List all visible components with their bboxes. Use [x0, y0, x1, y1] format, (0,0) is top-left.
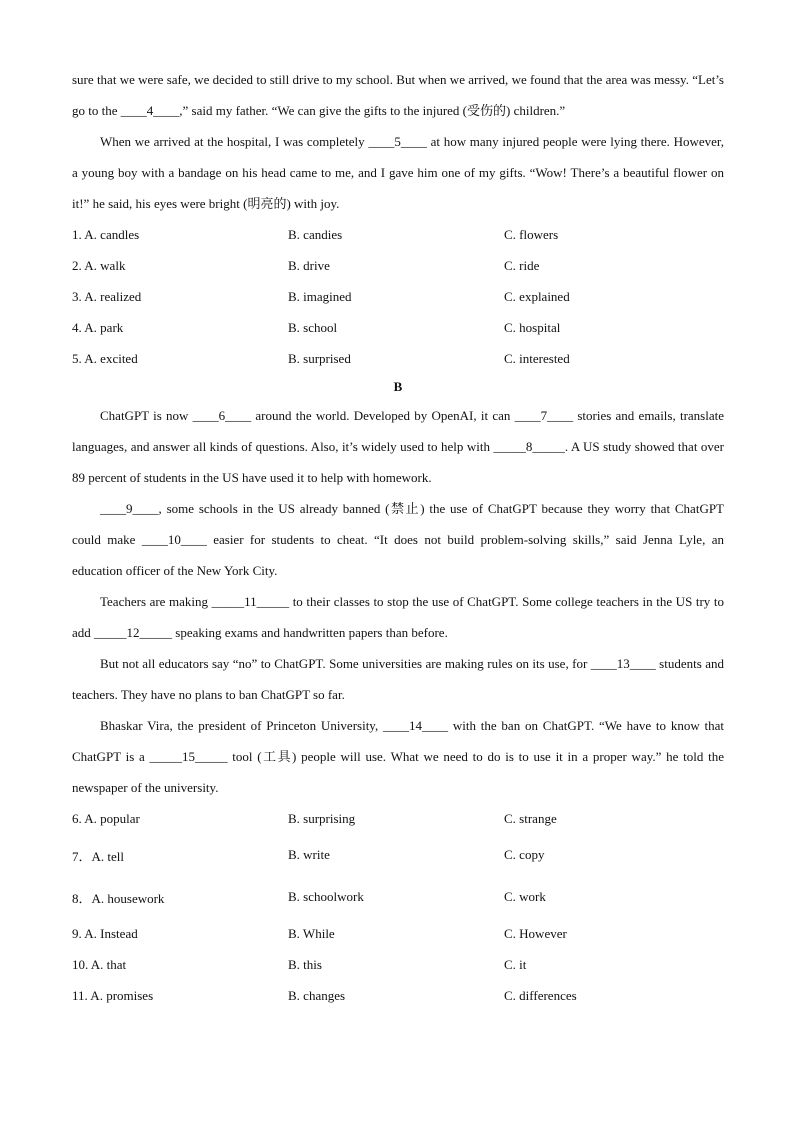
option-a: 5. A. excited: [72, 350, 138, 366]
passage-b-paragraph-4: [72, 648, 724, 710]
option-row: [72, 219, 724, 250]
passage-b-paragraph-5: [72, 710, 724, 803]
text-run: sure that we were safe, we decided to still drive to my school. But when we arrived, we found that the area was messy. “Let’s go to the: [72, 72, 724, 118]
option-b: B. write: [288, 847, 330, 862]
text-run: ChatGPT is now: [100, 408, 193, 423]
text-run: speaking exams and handwritten papers than before.: [172, 625, 448, 640]
text-run: But not all educators say “no” to ChatGPT. Some universities are making rules on its use, for: [100, 656, 591, 671]
option-row: [72, 312, 724, 343]
option-c: C. flowers: [504, 226, 559, 242]
blank-12: _____12_____: [94, 625, 173, 640]
text-run: When we arrived at the hospital, I was completely: [100, 134, 369, 149]
option-a: 10. A. that: [72, 956, 127, 972]
option-a: 8．A. housework: [72, 890, 165, 906]
option-c: C. However: [504, 925, 567, 941]
option-b: B. this: [288, 956, 322, 972]
option-b: B. surprised: [288, 350, 351, 366]
option-c: C. it: [504, 956, 527, 972]
option-b: B. drive: [288, 257, 330, 273]
option-row: [72, 343, 724, 374]
text-run: , some schools in the US already banned (禁止) the use of ChatGPT because they worry that ChatGPT could make: [72, 501, 724, 547]
text-run: stories and emails, translate languages, and answer all kinds of questions. Also, it’s widely used to help with: [72, 408, 725, 454]
text-run: Teachers are making: [100, 594, 212, 609]
section-b-title: B: [393, 379, 403, 394]
blank-9: ____9____: [100, 501, 159, 516]
option-a: 4. A. park: [72, 319, 124, 335]
text-run: . A US study showed that over 89 percent of students in the US have used it to help with homework.: [72, 439, 724, 485]
text-run: with the ban on ChatGPT. “We have to know that ChatGPT is a: [72, 718, 725, 764]
blank-11: _____11_____: [211, 594, 290, 609]
options-a: [72, 219, 724, 374]
option-b: B. While: [288, 925, 335, 941]
option-c: C. ride: [504, 257, 540, 273]
option-c: C. strange: [504, 810, 557, 826]
options-b: [72, 803, 724, 1011]
text-run: to their classes to stop the use of ChatGPT. Some college teachers in the US try to add: [72, 594, 724, 640]
blank-7: ____7____: [514, 408, 574, 423]
text-run: students and teachers. They have no plans to ban ChatGPT so far.: [72, 656, 724, 702]
passage-a-paragraph-1: [72, 64, 724, 126]
text-run: at how many injured people were lying there. However, a young boy with a bandage on his head came to me, and I gave him one of my gifts. “Wow! There’s a beautiful flower on it!” he said, his eyes were bright (明亮的) with joy.: [72, 134, 724, 211]
blank-6: ____6____: [192, 408, 252, 423]
text-run: easier for students to cheat. “It does not build problem-solving skills,” said Jenna Lyle, an education officer of the New York City.: [72, 532, 724, 578]
option-a: 9. A. Instead: [72, 925, 138, 941]
blank-13: ____13____: [590, 656, 656, 671]
text-run: Bhaskar Vira, the president of Princeton University,: [100, 718, 384, 733]
text-run: around the world. Developed by OpenAI, it can: [251, 408, 515, 423]
blank-4: ____4____: [120, 103, 180, 118]
option-c: C. hospital: [504, 319, 561, 335]
blank-8: _____8_____: [493, 439, 565, 454]
text-run: ,” said my father. “We can give the gifts to the injured (受伤的) children.”: [179, 103, 566, 118]
option-b: B. changes: [288, 987, 346, 1003]
option-row: [72, 949, 724, 980]
option-row: [72, 918, 724, 949]
option-b: B. imagined: [288, 288, 352, 304]
option-c: C. explained: [504, 288, 570, 304]
document-content: [72, 64, 724, 1011]
option-a: 7．A. tell: [72, 848, 124, 864]
passage-a-paragraph-2: [72, 126, 724, 219]
passage-b-paragraph-2: [72, 493, 724, 586]
option-b: B. surprising: [288, 810, 356, 826]
passage-b-paragraph-1: [72, 400, 724, 493]
option-row: [72, 834, 724, 876]
option-a: 2. A. walk: [72, 257, 126, 273]
option-b: B. school: [288, 319, 338, 335]
text-run: tool (工具) people will use. What we need to do is to use it in a proper way.” he told the newspaper of the university.: [72, 749, 724, 795]
option-row: [72, 803, 724, 834]
option-a: 11. A. promises: [72, 987, 154, 1003]
option-c: C. interested: [504, 350, 570, 366]
option-b: B. candies: [288, 226, 343, 242]
option-c: C. copy: [504, 847, 545, 862]
option-row: [72, 281, 724, 312]
option-row: [72, 980, 724, 1011]
option-row: [72, 250, 724, 281]
option-c: C. work: [504, 889, 546, 904]
blank-14: ____14____: [383, 718, 449, 733]
option-a: 1. A. candles: [72, 226, 140, 242]
option-a: 6. A. popular: [72, 810, 140, 826]
option-row: [72, 876, 724, 918]
option-a: 3. A. realized: [72, 288, 142, 304]
option-b: B. schoolwork: [288, 889, 364, 904]
option-c: C. differences: [504, 987, 577, 1003]
blank-10: ____10____: [141, 532, 207, 547]
blank-5: ____5____: [368, 134, 427, 149]
blank-15: _____15_____: [149, 749, 228, 764]
passage-b-paragraph-3: [72, 586, 724, 648]
